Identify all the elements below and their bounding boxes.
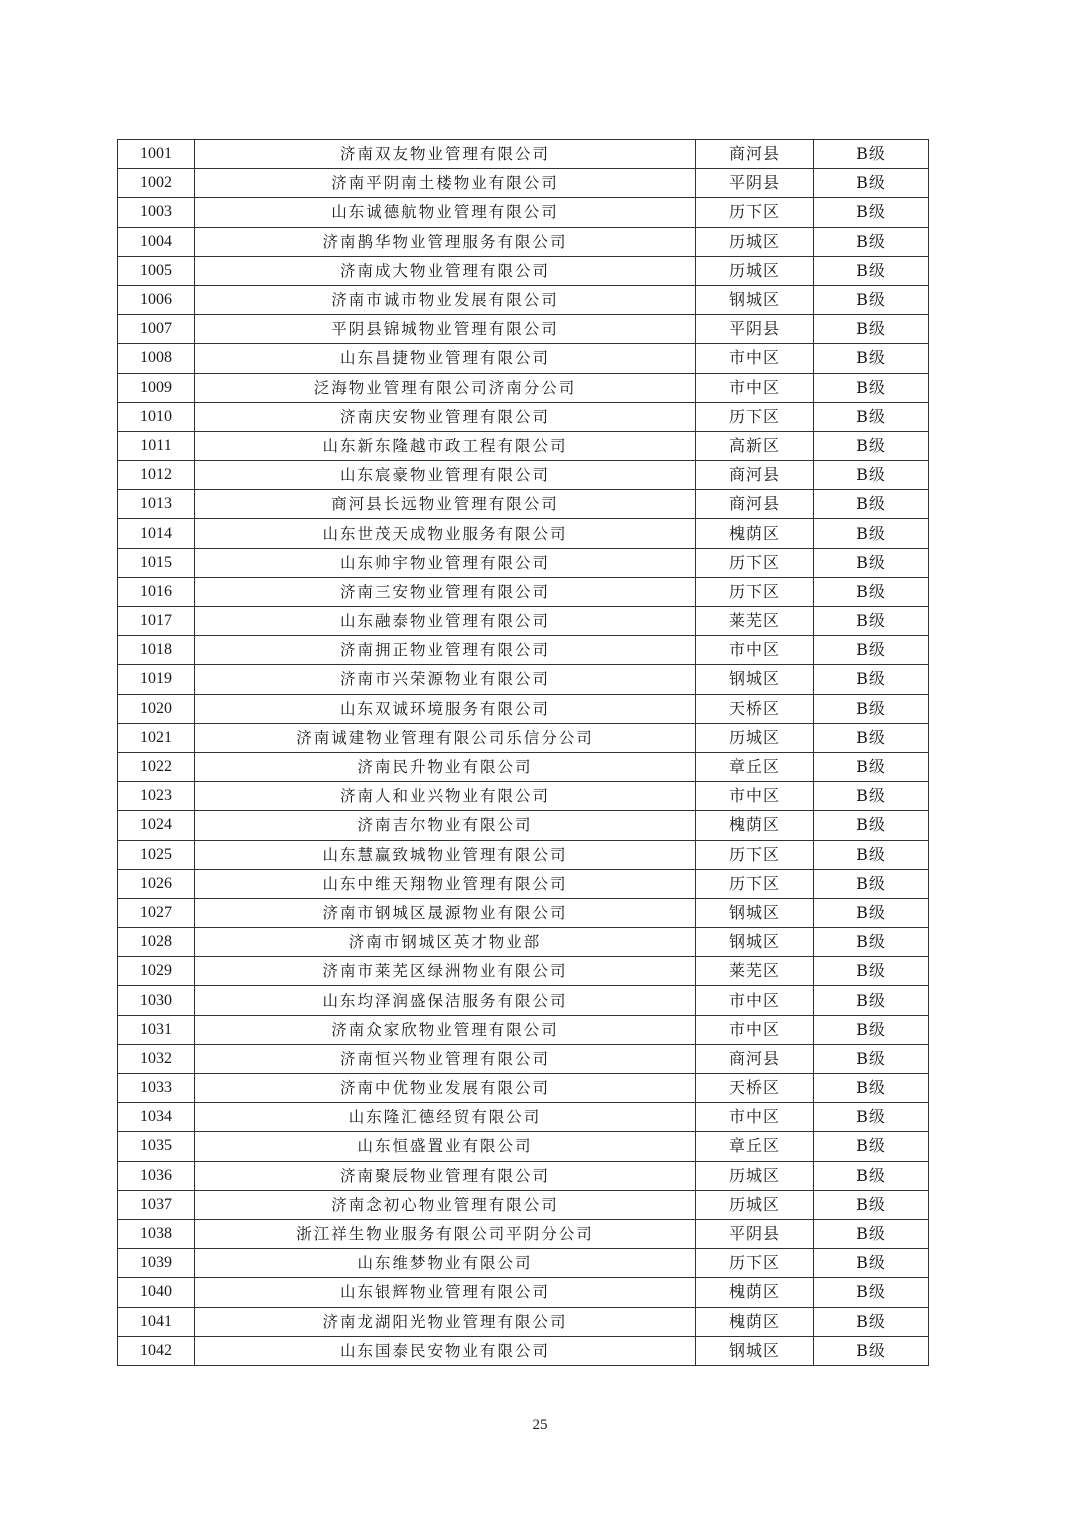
- company-name: 商河县长远物业管理有限公司: [195, 490, 696, 519]
- table-row: [118, 1161, 929, 1190]
- rating-grade: B级: [814, 198, 929, 227]
- company-name: 山东中维天翔物业管理有限公司: [195, 869, 696, 898]
- table-row: [118, 402, 929, 431]
- company-name: 济南诚建物业管理有限公司乐信分公司: [195, 723, 696, 752]
- district: 市中区: [696, 636, 814, 665]
- table-row: [118, 1103, 929, 1132]
- rating-grade: B级: [814, 373, 929, 402]
- rating-grade: B级: [814, 1219, 929, 1248]
- table-row: [118, 636, 929, 665]
- table-row: [118, 1336, 929, 1365]
- row-number: 1035: [118, 1132, 195, 1161]
- table-row: [118, 1249, 929, 1278]
- district: 商河县: [696, 490, 814, 519]
- rating-grade: B级: [814, 1249, 929, 1278]
- row-number: 1033: [118, 1074, 195, 1103]
- company-name: 山东均泽润盛保洁服务有限公司: [195, 986, 696, 1015]
- district: 章丘区: [696, 752, 814, 781]
- row-number: 1034: [118, 1103, 195, 1132]
- district: 历城区: [696, 1190, 814, 1219]
- row-number: 1023: [118, 782, 195, 811]
- rating-grade: B级: [814, 315, 929, 344]
- company-name: 山东银辉物业管理有限公司: [195, 1278, 696, 1307]
- table-row: [118, 548, 929, 577]
- table-row: [118, 1190, 929, 1219]
- table-row: [118, 665, 929, 694]
- company-name: 山东帅宇物业管理有限公司: [195, 548, 696, 577]
- page-number: 25: [532, 1417, 548, 1433]
- company-name: 山东双诚环境服务有限公司: [195, 694, 696, 723]
- district: 槐荫区: [696, 811, 814, 840]
- row-number: 1011: [118, 431, 195, 460]
- row-number: 1036: [118, 1161, 195, 1190]
- rating-grade: B级: [814, 285, 929, 314]
- row-number: 1015: [118, 548, 195, 577]
- row-number: 1042: [118, 1336, 195, 1365]
- rating-grade: B级: [814, 1161, 929, 1190]
- company-name: 济南市莱芜区绿洲物业有限公司: [195, 957, 696, 986]
- district: 商河县: [696, 140, 814, 169]
- row-number: 1003: [118, 198, 195, 227]
- district: 天桥区: [696, 1074, 814, 1103]
- company-name: 济南市钢城区英才物业部: [195, 928, 696, 957]
- district: 历下区: [696, 840, 814, 869]
- rating-grade: B级: [814, 782, 929, 811]
- district: 市中区: [696, 1103, 814, 1132]
- district: 槐荫区: [696, 519, 814, 548]
- rating-grade: B级: [814, 1307, 929, 1336]
- company-name: 山东宸豪物业管理有限公司: [195, 461, 696, 490]
- district: 槐荫区: [696, 1278, 814, 1307]
- district: 历下区: [696, 198, 814, 227]
- company-name: 济南中优物业发展有限公司: [195, 1074, 696, 1103]
- company-rating-table: [117, 139, 929, 1366]
- district: 天桥区: [696, 694, 814, 723]
- rating-grade: B级: [814, 140, 929, 169]
- rating-grade: B级: [814, 548, 929, 577]
- rating-grade: B级: [814, 986, 929, 1015]
- table-row: [118, 577, 929, 606]
- company-name: 浙江祥生物业服务有限公司平阴分公司: [195, 1219, 696, 1248]
- district: 历下区: [696, 548, 814, 577]
- company-name: 泛海物业管理有限公司济南分公司: [195, 373, 696, 402]
- row-number: 1031: [118, 1015, 195, 1044]
- rating-grade: B级: [814, 665, 929, 694]
- district: 平阴县: [696, 169, 814, 198]
- rating-grade: B级: [814, 1278, 929, 1307]
- table-row: [118, 1044, 929, 1073]
- company-name: 济南拥正物业管理有限公司: [195, 636, 696, 665]
- table-row: [118, 315, 929, 344]
- company-name: 山东恒盛置业有限公司: [195, 1132, 696, 1161]
- row-number: 1028: [118, 928, 195, 957]
- row-number: 1024: [118, 811, 195, 840]
- rating-grade: B级: [814, 402, 929, 431]
- rating-grade: B级: [814, 607, 929, 636]
- company-name: 山东国泰民安物业有限公司: [195, 1336, 696, 1365]
- company-name: 济南市兴荣源物业有限公司: [195, 665, 696, 694]
- row-number: 1020: [118, 694, 195, 723]
- company-name: 山东昌捷物业管理有限公司: [195, 344, 696, 373]
- company-name: 济南众家欣物业管理有限公司: [195, 1015, 696, 1044]
- district: 市中区: [696, 344, 814, 373]
- rating-grade: B级: [814, 928, 929, 957]
- district: 市中区: [696, 1015, 814, 1044]
- district: 历下区: [696, 869, 814, 898]
- rating-grade: B级: [814, 1044, 929, 1073]
- company-name: 山东隆汇德经贸有限公司: [195, 1103, 696, 1132]
- company-name: 山东新东隆越市政工程有限公司: [195, 431, 696, 460]
- district: 钢城区: [696, 928, 814, 957]
- table-row: [118, 986, 929, 1015]
- company-name: 济南民升物业有限公司: [195, 752, 696, 781]
- company-name: 济南庆安物业管理有限公司: [195, 402, 696, 431]
- table-body: [118, 140, 929, 1366]
- row-number: 1007: [118, 315, 195, 344]
- rating-grade: B级: [814, 694, 929, 723]
- rating-grade: B级: [814, 869, 929, 898]
- table-row: [118, 782, 929, 811]
- district: 历下区: [696, 1249, 814, 1278]
- table-row: [118, 344, 929, 373]
- row-number: 1005: [118, 256, 195, 285]
- table-row: [118, 811, 929, 840]
- district: 钢城区: [696, 898, 814, 927]
- district: 槐荫区: [696, 1307, 814, 1336]
- company-name: 平阴县锦城物业管理有限公司: [195, 315, 696, 344]
- row-number: 1038: [118, 1219, 195, 1248]
- district: 平阴县: [696, 1219, 814, 1248]
- rating-grade: B级: [814, 957, 929, 986]
- company-name: 济南市诚市物业发展有限公司: [195, 285, 696, 314]
- row-number: 1008: [118, 344, 195, 373]
- district: 历城区: [696, 256, 814, 285]
- district: 历城区: [696, 1161, 814, 1190]
- rating-grade: B级: [814, 344, 929, 373]
- row-number: 1022: [118, 752, 195, 781]
- table-row: [118, 256, 929, 285]
- rating-grade: B级: [814, 431, 929, 460]
- table-row: [118, 1015, 929, 1044]
- row-number: 1016: [118, 577, 195, 606]
- district: 市中区: [696, 373, 814, 402]
- row-number: 1001: [118, 140, 195, 169]
- row-number: 1019: [118, 665, 195, 694]
- row-number: 1030: [118, 986, 195, 1015]
- company-name: 山东融泰物业管理有限公司: [195, 607, 696, 636]
- row-number: 1027: [118, 898, 195, 927]
- row-number: 1029: [118, 957, 195, 986]
- company-name: 济南吉尔物业有限公司: [195, 811, 696, 840]
- table-row: [118, 461, 929, 490]
- table-row: [118, 1278, 929, 1307]
- row-number: 1037: [118, 1190, 195, 1219]
- company-name: 济南平阴南土楼物业有限公司: [195, 169, 696, 198]
- company-name: 山东诚德航物业管理有限公司: [195, 198, 696, 227]
- table-row: [118, 431, 929, 460]
- table-row: [118, 140, 929, 169]
- rating-grade: B级: [814, 490, 929, 519]
- table-row: [118, 373, 929, 402]
- rating-grade: B级: [814, 1103, 929, 1132]
- company-name: 济南三安物业管理有限公司: [195, 577, 696, 606]
- rating-grade: B级: [814, 169, 929, 198]
- rating-grade: B级: [814, 811, 929, 840]
- row-number: 1040: [118, 1278, 195, 1307]
- table-row: [118, 723, 929, 752]
- table-row: [118, 1132, 929, 1161]
- company-name: 济南恒兴物业管理有限公司: [195, 1044, 696, 1073]
- rating-grade: B级: [814, 577, 929, 606]
- row-number: 1018: [118, 636, 195, 665]
- company-name: 济南聚辰物业管理有限公司: [195, 1161, 696, 1190]
- company-name: 山东维梦物业有限公司: [195, 1249, 696, 1278]
- company-name: 山东世茂天成物业服务有限公司: [195, 519, 696, 548]
- district: 商河县: [696, 1044, 814, 1073]
- district: 钢城区: [696, 285, 814, 314]
- row-number: 1006: [118, 285, 195, 314]
- table-row: [118, 285, 929, 314]
- table-row: [118, 607, 929, 636]
- district: 莱芜区: [696, 957, 814, 986]
- company-name: 济南双友物业管理有限公司: [195, 140, 696, 169]
- table-row: [118, 840, 929, 869]
- company-name: 济南人和业兴物业有限公司: [195, 782, 696, 811]
- company-name: 济南鹊华物业管理服务有限公司: [195, 227, 696, 256]
- company-name: 济南市钢城区晟源物业有限公司: [195, 898, 696, 927]
- row-number: 1013: [118, 490, 195, 519]
- rating-grade: B级: [814, 256, 929, 285]
- district: 市中区: [696, 986, 814, 1015]
- company-name: 山东慧赢致城物业管理有限公司: [195, 840, 696, 869]
- table-row: [118, 198, 929, 227]
- table-row: [118, 694, 929, 723]
- row-number: 1025: [118, 840, 195, 869]
- rating-grade: B级: [814, 1015, 929, 1044]
- table-row: [118, 169, 929, 198]
- district: 历下区: [696, 577, 814, 606]
- rating-grade: B级: [814, 636, 929, 665]
- rating-grade: B级: [814, 1336, 929, 1365]
- table-row: [118, 1074, 929, 1103]
- table-row: [118, 227, 929, 256]
- rating-grade: B级: [814, 723, 929, 752]
- district: 历城区: [696, 723, 814, 752]
- table-row: [118, 490, 929, 519]
- table-row: [118, 519, 929, 548]
- table-row: [118, 869, 929, 898]
- row-number: 1009: [118, 373, 195, 402]
- company-name: 济南龙湖阳光物业管理有限公司: [195, 1307, 696, 1336]
- district: 章丘区: [696, 1132, 814, 1161]
- district: 商河县: [696, 461, 814, 490]
- row-number: 1021: [118, 723, 195, 752]
- row-number: 1032: [118, 1044, 195, 1073]
- rating-grade: B级: [814, 461, 929, 490]
- rating-grade: B级: [814, 1132, 929, 1161]
- row-number: 1014: [118, 519, 195, 548]
- row-number: 1026: [118, 869, 195, 898]
- district: 平阴县: [696, 315, 814, 344]
- company-name: 济南成大物业管理有限公司: [195, 256, 696, 285]
- row-number: 1004: [118, 227, 195, 256]
- district: 市中区: [696, 782, 814, 811]
- district: 莱芜区: [696, 607, 814, 636]
- district: 历下区: [696, 402, 814, 431]
- district: 历城区: [696, 227, 814, 256]
- rating-grade: B级: [814, 1190, 929, 1219]
- rating-grade: B级: [814, 752, 929, 781]
- district: 高新区: [696, 431, 814, 460]
- table-row: [118, 1307, 929, 1336]
- table-row: [118, 928, 929, 957]
- row-number: 1017: [118, 607, 195, 636]
- row-number: 1010: [118, 402, 195, 431]
- table-row: [118, 752, 929, 781]
- district: 钢城区: [696, 1336, 814, 1365]
- row-number: 1041: [118, 1307, 195, 1336]
- rating-grade: B级: [814, 227, 929, 256]
- row-number: 1039: [118, 1249, 195, 1278]
- table-row: [118, 898, 929, 927]
- rating-grade: B级: [814, 898, 929, 927]
- rating-grade: B级: [814, 1074, 929, 1103]
- rating-grade: B级: [814, 840, 929, 869]
- company-name: 济南念初心物业管理有限公司: [195, 1190, 696, 1219]
- table-row: [118, 957, 929, 986]
- row-number: 1012: [118, 461, 195, 490]
- district: 钢城区: [696, 665, 814, 694]
- row-number: 1002: [118, 169, 195, 198]
- rating-grade: B级: [814, 519, 929, 548]
- table-row: [118, 1219, 929, 1248]
